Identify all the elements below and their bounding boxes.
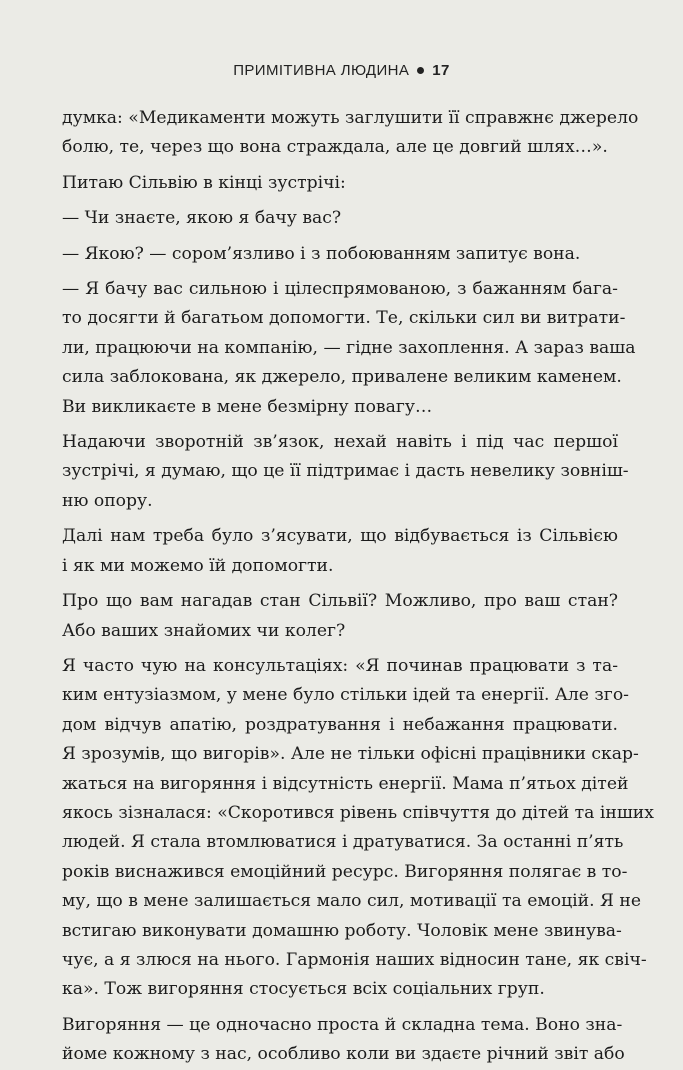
paragraph [62,169,618,198]
text-line: дом відчув апатію, роздратування і небажання працювати. [62,714,618,735]
text-line: — Якою? — сором’язливо і з побоюванням запитує вона. [62,243,581,264]
text-line: — Чи знаєте, якою я бачу вас? [62,208,342,229]
text-line: років виснажився емоційний ресурс. Вигоряння полягає в то- [62,861,628,882]
text-line: Надаючи зворотній зв’язок, нехай навіть і під час першої [62,432,618,453]
text-line: то досягти й багатьом допомогти. Те, скільки сил ви витрати- [62,308,626,329]
text-line: йоме кожному з нас, особливо коли ви здаєте річний звіт або [62,1044,625,1065]
text-line: Або ваших знайомих чи колег? [62,620,346,641]
running-header [0,62,683,79]
text-line: думка: «Медикаменти можуть заглушити її справжнє джерело [62,108,639,128]
text-line: зустрічі, я думаю, що це її підтримає і дасть невелику зовніш- [62,461,629,482]
text-line: людей. Я стала втомлюватися і дратуватися. За останні п’ять [62,832,624,853]
text-line: Вигоряння — це одночасно проста й складна тема. Воно зна- [62,1014,623,1035]
text-line: ню опору. [62,490,153,511]
text-line: му, що в мене залишається мало сил, мотивації та емоцій. Я не [62,891,642,912]
paragraph [62,104,639,163]
book-title: ПРИМІТИВНА ЛЮДИНА [233,62,410,79]
text-line: якось зізналася: «Скоротився рівень співчуття до дітей та інших [62,802,654,823]
paragraph [62,275,636,422]
bullet-separator-icon [417,67,424,74]
paragraph [62,522,618,581]
text-line: ка». Тож вигоряння стосується всіх соціальних груп. [62,979,545,1000]
paragraph [62,204,618,233]
text-line: сила заблокована, як джерело, привалене великим каменем. [62,367,622,388]
text-line: жаться на вигоряння і відсутність енергії. Мама п’ятьох дітей [62,773,629,794]
paragraph [62,240,618,269]
text-line: Я зрозумів, що вигорів». Але не тільки офісні працівники скар- [62,744,639,765]
text-line: і як ми можемо їй допомогти. [62,555,334,576]
text-line: встигаю виконувати домашню роботу. Чоловік мене звинува- [62,920,622,941]
text-line: Питаю Сільвію в кінці зустрічі: [62,172,346,193]
paragraph [62,587,618,646]
text-line: чує, а я злюся на нього. Гармонія наших відносин тане, як свіч- [62,949,647,970]
text-line: Далі нам треба було з’ясувати, що відбувається із Сільвією [62,526,618,547]
body-text [62,104,654,1070]
text-line: ким ентузіазмом, у мене було стільки ідей та енергії. Але зго- [62,685,629,706]
paragraph [62,1011,625,1070]
page-number: 17 [432,62,450,79]
paragraph [62,428,629,516]
text-line: болю, те, через що вона страждала, але це довгий шлях…». [62,137,608,158]
text-line: Про що вам нагадав стан Сільвії? Можливо, про ваш стан? [62,591,618,612]
text-line: Я часто чую на консультаціях: «Я починав працювати з та- [62,655,618,676]
text-line: ли, працюючи на компанію, — гідне захоплення. А зараз ваша [62,337,636,358]
text-line: Ви викликаєте в мене безмірну повагу… [62,396,433,417]
paragraph [62,652,654,1005]
text-line: — Я бачу вас сильною і цілеспрямованою, з бажанням бага- [62,279,618,300]
